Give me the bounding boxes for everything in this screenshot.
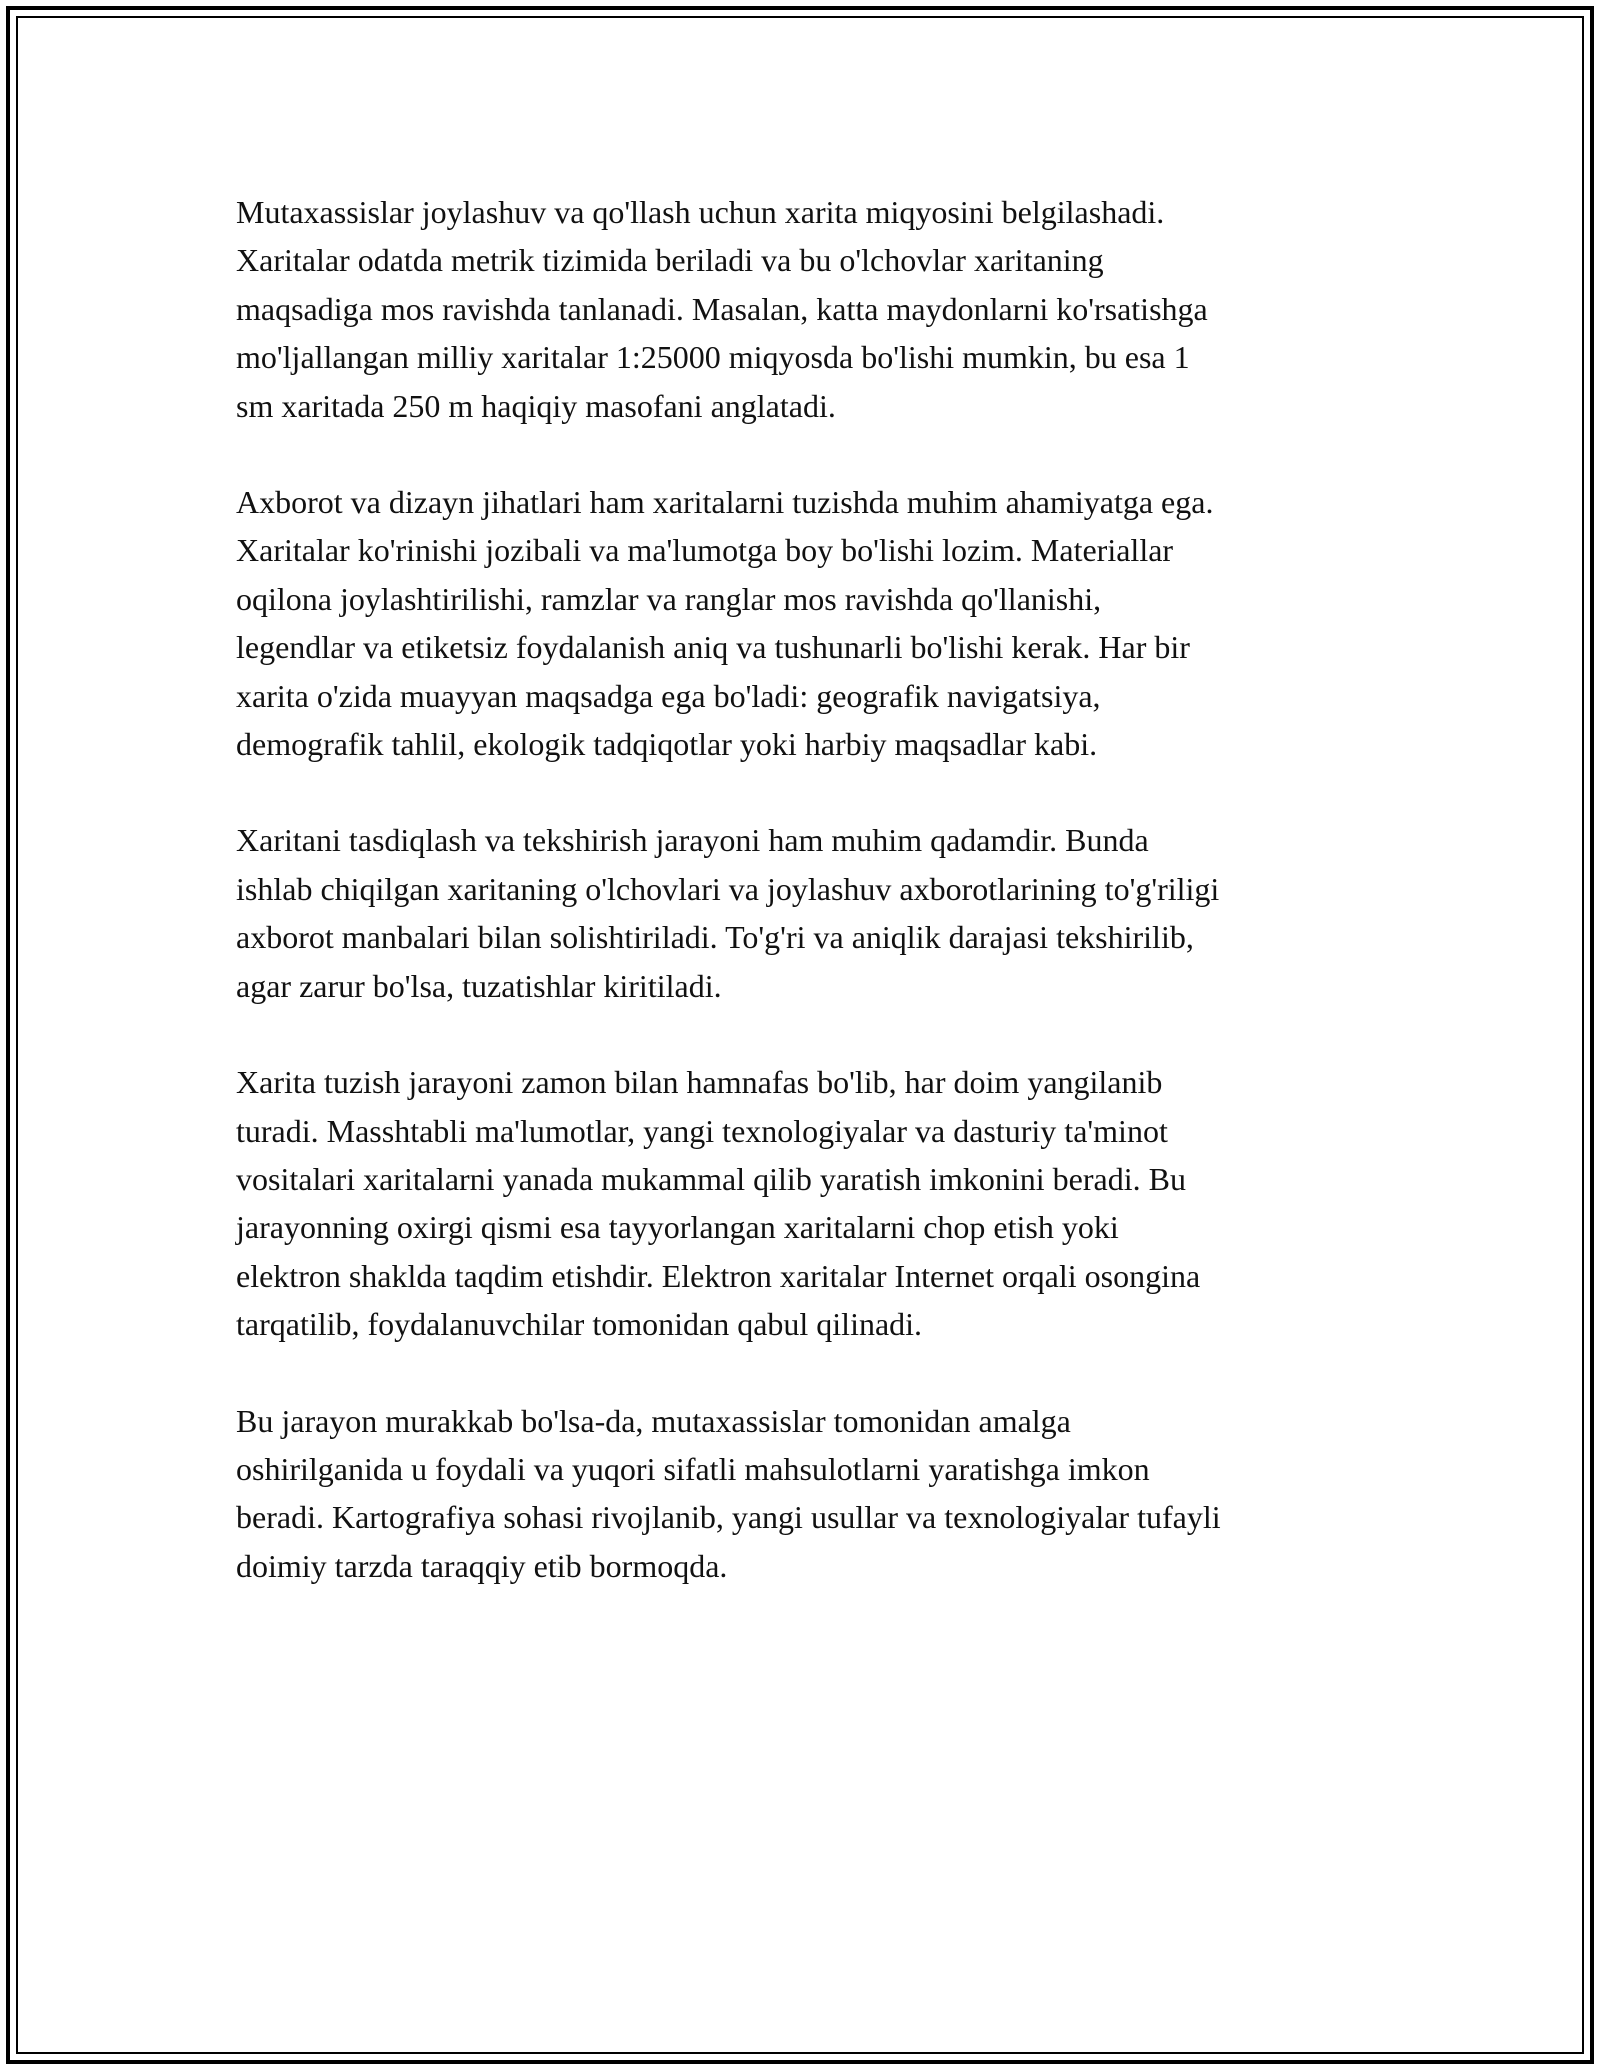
text-line: Xaritalar ko'rinishi jozibali va ma'lumotga boy bo'lishi lozim. Materiallar — [236, 532, 1174, 569]
text-line: Bu jarayon murakkab bo'lsa-da, mutaxassislar tomonidan amalga — [236, 1402, 1071, 1439]
paragraph-3 — [236, 816, 1376, 1010]
text-line: Mutaxassislar joylashuv va qo'llash uchun xarita miqyosini belgilashadi. — [236, 194, 1165, 230]
text-line: oqilona joylashtirilishi, ramzlar va ranglar mos ravishda qo'llanishi, — [236, 580, 1102, 617]
text-line: Axborot va dizayn jihatlari ham xaritalarni tuzishda muhim ahamiyatga ega. — [236, 484, 1214, 521]
text-line: Xaritalar odatda metrik tizimida beriladi va bu o'lchovlar xaritaning — [236, 242, 1104, 279]
text-line: agar zarur bo'lsa, tuzatishlar kiritiladi. — [236, 967, 722, 1004]
text-line: Xarita tuzish jarayoni zamon bilan hamnafas bo'lib, har doim yangilanib — [236, 1064, 1163, 1101]
paragraph-4 — [236, 1058, 1376, 1348]
text-line: Xaritani tasdiqlash va tekshirish jarayoni ham muhim qadamdir. Bunda — [236, 822, 1149, 859]
text-line: demografik tahlil, ekologik tadqiqotlar yoki harbiy maqsadlar kabi. — [236, 726, 1098, 763]
text-line: turadi. Masshtabli ma'lumotlar, yangi texnologiyalar va dasturiy ta'minot — [236, 1112, 1168, 1149]
document-body — [236, 188, 1376, 1638]
text-line: elektron shakldа taqdim etishdir. Elektron xaritalar Internet orqali osongina — [236, 1257, 1201, 1294]
text-line: legendlar va etiketsiz foydalanish aniq va tushunarli bo'lishi kerak. Har bir — [236, 629, 1190, 666]
paragraph-1 — [236, 188, 1376, 430]
text-line: tarqatilib, foydalanuvchilar tomonidan qabul qilinadi. — [236, 1306, 923, 1343]
paragraph-5 — [236, 1397, 1376, 1591]
text-line: maqsadiga mos ravishda tanlanadi. Masalan, katta maydonlarni ko'rsatishga — [236, 290, 1208, 327]
text-line: beradi. Kartografiya sohasi rivojlanib, yangi usullar va texnologiyalar tufayli — [236, 1499, 1221, 1536]
paragraph-2 — [236, 478, 1376, 768]
text-line: sm xaritada 250 m haqiqiy masofani anglatadi. — [236, 387, 836, 424]
text-line: doimiy tarzda taraqqiy etib bormoqda. — [236, 1547, 728, 1584]
text-line: mo'ljallangan milliy xaritalar 1:25000 miqyosda bo'lishi mumkin, bu esa 1 — [236, 339, 1190, 376]
text-line: axborot manbalari bilan solishtiriladi. To'g'ri va aniqlik darajasi tekshirilib, — [236, 919, 1194, 956]
text-line: vositalari xaritalarni yanada mukammal qilib yaratish imkonini beradi. Bu — [236, 1160, 1186, 1197]
text-line: jarayonning oxirgi qismi esa tayyorlangan xaritalarni chop etish yoki — [236, 1209, 1119, 1246]
text-line: oshirilganida u foydali va yuqori sifatli mahsulotlarni yaratishga imkon — [236, 1450, 1150, 1487]
text-line: ishlab chiqilgan xaritaning o'lchovlari va joylashuv axborotlarining to'g'riligi — [236, 870, 1220, 907]
text-line: xarita o'zida muayyan maqsadga ega bo'ladi: geografik navigatsiya, — [236, 677, 1101, 714]
